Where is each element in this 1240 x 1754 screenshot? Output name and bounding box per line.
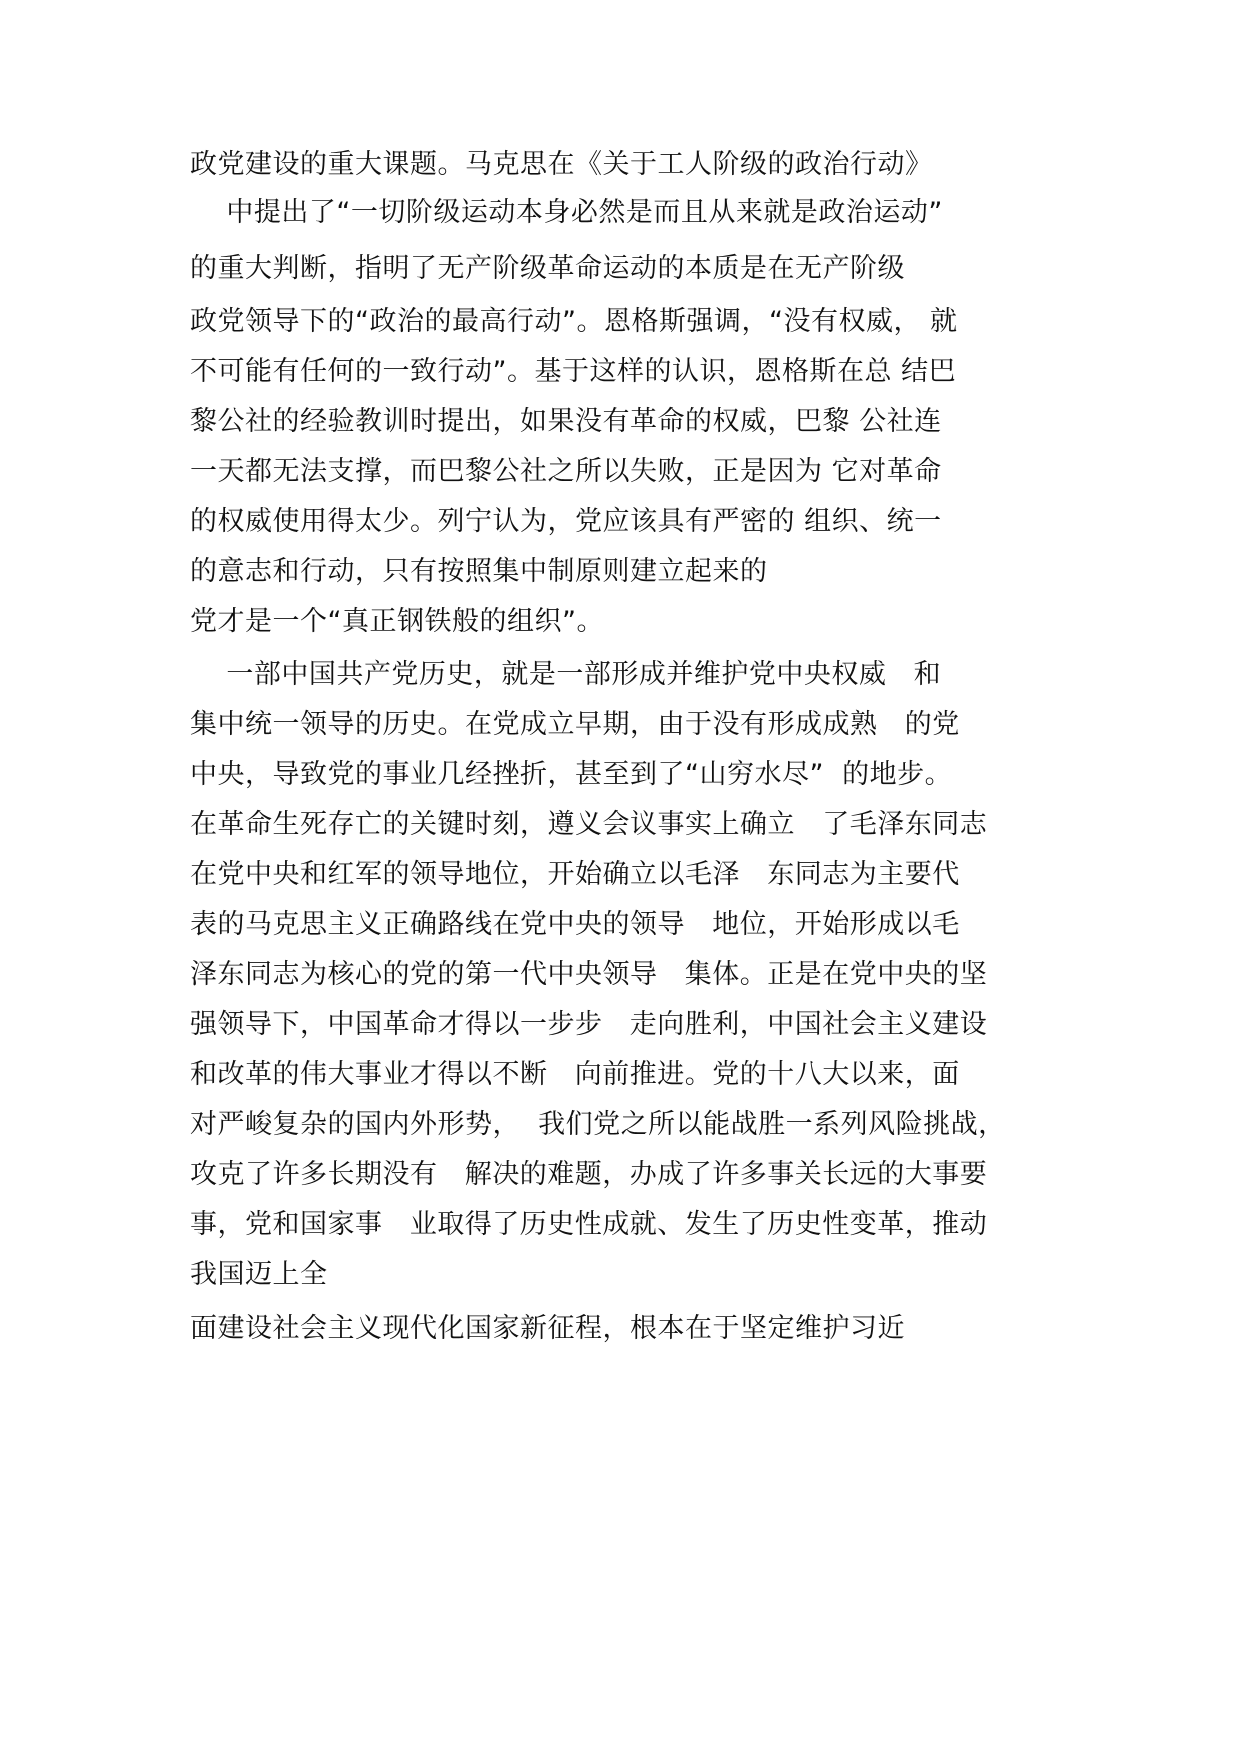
text-line: 的重大判断，指明了无产阶级革命运动的本质是在无产阶级 (190, 253, 905, 284)
text-line: 黎公社的经验教训时提出，如果没有革命的权威，巴黎 公社连 (190, 406, 942, 437)
text-line: 不可能有任何的一致行动”。基于这样的认识，恩格斯在总 结巴 (190, 356, 957, 387)
text-line: 一部中国共产党历史，就是一部形成并维护党中央权威 和 (190, 659, 942, 690)
text-line: 政党建设的重大课题。马克思在《关于工人阶级的政治行动》 (190, 149, 933, 180)
text-line: 在革命生死存亡的关键时刻，遵义会议事实上确立 了毛泽东同志 (190, 809, 988, 840)
text-line: 集中统一领导的历史。在党成立早期，由于没有形成成熟 的党 (190, 709, 960, 740)
text-line: 泽东同志为核心的党的第一代中央领导 集体。正是在党中央的坚 (190, 959, 988, 990)
text-line: 党才是一个“真正钢铁般的组织”。 (190, 606, 604, 637)
text-line: 我国迈上全 (190, 1259, 328, 1290)
text-line: 对严峻复杂的国内外形势， 我们党之所以能战胜一系列风险挑战， (190, 1109, 1006, 1140)
text-line: 中提出了“一切阶级运动本身必然是而且从来就是政治运动” (190, 197, 943, 228)
text-line: 政党领导下的“政治的最高行动”。恩格斯强调，“没有权威， 就 (190, 306, 958, 337)
text-line: 的权威使用得太少。列宁认为，党应该具有严密的 组织、统一 (190, 506, 942, 537)
text-line: 强领导下，中国革命才得以一步步 走向胜利，中国社会主义建设 (190, 1009, 988, 1040)
text-line: 面建设社会主义现代化国家新征程，根本在于坚定维护习近 (190, 1313, 905, 1344)
text-line: 表的马克思主义正确路线在党中央的领导 地位，开始形成以毛 (190, 909, 960, 940)
text-line: 在党中央和红军的领导地位，开始确立以毛泽 东同志为主要代 (190, 859, 960, 890)
text-line: 攻克了许多长期没有 解决的难题，办成了许多事关长远的大事要 (190, 1159, 988, 1190)
text-line: 中央，导致党的事业几经挫折，甚至到了“山穷水尽” 的地步。 (190, 759, 953, 790)
text-line: 的意志和行动，只有按照集中制原则建立起来的 (190, 556, 768, 587)
text-line: 一天都无法支撑，而巴黎公社之所以失败，正是因为 它对革命 (190, 456, 942, 487)
text-line: 事，党和国家事 业取得了历史性成就、发生了历史性变革，推动 (190, 1209, 988, 1240)
text-line: 和改革的伟大事业才得以不断 向前推进。党的十八大以来，面 (190, 1059, 960, 1090)
